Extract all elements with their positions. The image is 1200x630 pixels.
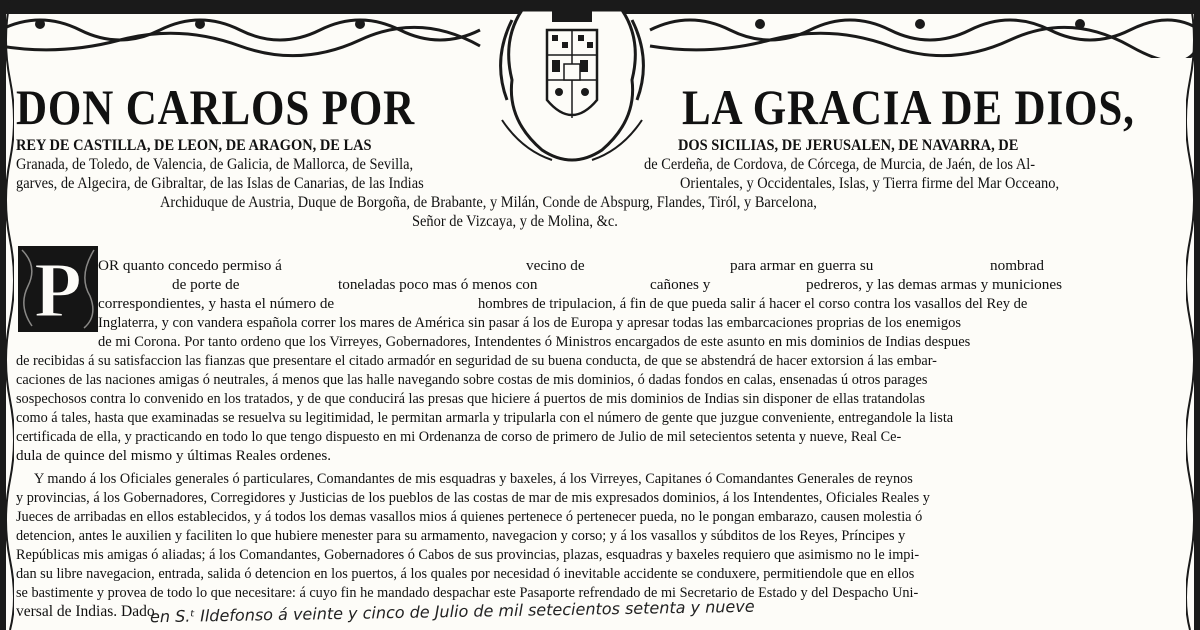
paragraph-2-line: detencion, antes le auxilien y faciliten lo que hubiere menester para su armamento, navegacion y corso; y á los vasallos y súbditos de los Reyes, Príncipes y	[16, 527, 906, 544]
paragraph-1-line: como á tales, hasta que examinadas se resuelva su legitimidad, le permitan armarla y tripularla con el número de gente que juzgue conveniente, entregandole la lista	[16, 409, 954, 426]
closing-printed: versal de Indias. Dado	[16, 603, 155, 620]
form-line1-d: nombrad	[990, 257, 1044, 274]
titles-line3-right: Orientales, y Occidentales, Islas, y Tierra firme del Mar Occeano,	[680, 175, 1060, 192]
paragraph-1-line: de mi Corona. Por tanto ordeno que los Virreyes, Gobernadores, Intendentes ó Ministros encargados de este asunto en mis dominios de Indias despues	[98, 333, 971, 350]
paragraph-2-line: dan su libre navegacion, entrada, salida ó detencion en los puertos, á los quales por necesidad ó inevitable accidente se conduxere, permitiendole que en ellos	[16, 565, 915, 582]
form-line1-b: vecino de	[526, 257, 585, 274]
titles-line2-left: Granada, de Toledo, de Valencia, de Galicia, de Mallorca, de Sevilla,	[16, 156, 414, 173]
paragraph-2-line: y provincias, á los Gobernadores, Corregidores y Justicias de los pueblos de las costas de mar de mis expresados dominios, á los Intendentes, Oficiales Reales y	[16, 489, 930, 506]
form-line3-b: hombres de tripulacion, á fin de que pueda salir á hacer el corso contra los vasallos del Rey de	[478, 295, 1028, 312]
paragraph-1-line: certificada de ella, y practicando en todo lo que tengo dispuesto en mi Ordenanza de corso de primero de Julio de mil setecientos setenta y nueve, Real Ce-	[16, 428, 902, 445]
royal-coat-of-arms	[492, 0, 652, 170]
paragraph-2-line: Jueces de arribadas en ellos establecidos, y á todos los demas vasallos mios á quienes pertenece ó pertenecer pueda, no le pongan embarazo, causen molestia ó	[16, 508, 923, 525]
paragraph-1-line: sospechosos contra lo convenido en los tratados, y de que conducirá las presas que hiciere á puertos de mis dominios de Indias sin disponer de ellas tratandolas	[16, 390, 926, 407]
ornamental-left-border	[0, 0, 14, 630]
titles-line2-right: de Cerdeña, de Cordova, de Córcega, de Murcia, de Jaén, de los Al-	[644, 156, 1036, 173]
drop-cap-letter: P	[34, 246, 82, 332]
paragraph-1-line: caciones de las naciones amigas ó neutrales, á menos que las halle navegando sobre costas de mis dominios, ó dadas fondos en calas, ensenadas ú otros parages	[16, 371, 928, 388]
paragraph-1-line: de recibidas á su satisfaccion las fianzas que presentare el citado armadór en seguridad de su buena conducta, de que se abstendrá de hacer extorsion á las embar-	[16, 352, 937, 369]
titles-line1-left: REY DE CASTILLA, DE LEON, DE ARAGON, DE LAS	[16, 137, 372, 154]
paragraph-2-line: se bastimente y provea de todo lo que necesitare: á cuyo fin he mandado despachar este Pasaporte refrendado de mi Secretario de Estado y del Despacho Uni-	[16, 584, 919, 601]
titles-line3-left: garves, de Algecira, de Gibraltar, de las Islas de Canarias, de las Indias	[16, 175, 424, 192]
heading-right: LA GRACIA DE DIOS,	[682, 79, 1135, 135]
form-line1-c: para armar en guerra su	[730, 257, 874, 274]
titles-line5: Señor de Vizcaya, y de Molina, &c.	[412, 213, 618, 230]
heading-left: DON CARLOS POR	[16, 79, 416, 135]
titles-line1-right: DOS SICILIAS, DE JERUSALEN, DE NAVARRA, DE	[678, 137, 1019, 154]
ornamental-right-border	[1186, 0, 1200, 630]
form-line1-a: OR quanto concedo permiso á	[98, 257, 282, 274]
form-line2-b: toneladas poco mas ó menos con	[338, 276, 538, 293]
form-line2-d: pedreros, y las demas armas y municiones	[806, 276, 1063, 293]
paragraph-1-line: Inglaterra, y con vandera española correr los mares de América sin pasar á los de Europa y apresar todas las embarcaciones proprias de los enemigos	[98, 314, 962, 331]
form-line3-a: correspondientes, y hasta el número de	[98, 295, 335, 312]
paragraph-2-line: Y mando á los Oficiales generales ó particulares, Comandantes de mis esquadras y baxeles, á los Virreyes, Capitanes ó Comandantes Generales de reynos	[34, 470, 913, 487]
form-line2-a: de porte de	[172, 276, 240, 293]
paragraph-2-line: Repúblicas mis amigas ó aliadas; á los Comandantes, Gobernadores ó Cabos de sus provincias, plazas, esquadras y baxeles requiero que asimismo no le impi-	[16, 546, 920, 563]
handwritten-date-place: en S.ᵗ Ildefonso á veinte y cinco de Julio de mil setecientos setenta y nueve	[149, 596, 755, 627]
drop-cap-ornament	[18, 246, 98, 332]
form-line2-c: cañones y	[650, 276, 711, 293]
titles-line4: Archiduque de Austria, Duque de Borgoña, de Brabante, y Milán, Conde de Abspurg, Flandes, Tiról, y Barcelona,	[160, 194, 817, 211]
paragraph-1-line: dula de quince del mismo y últimas Reales ordenes.	[16, 447, 332, 464]
